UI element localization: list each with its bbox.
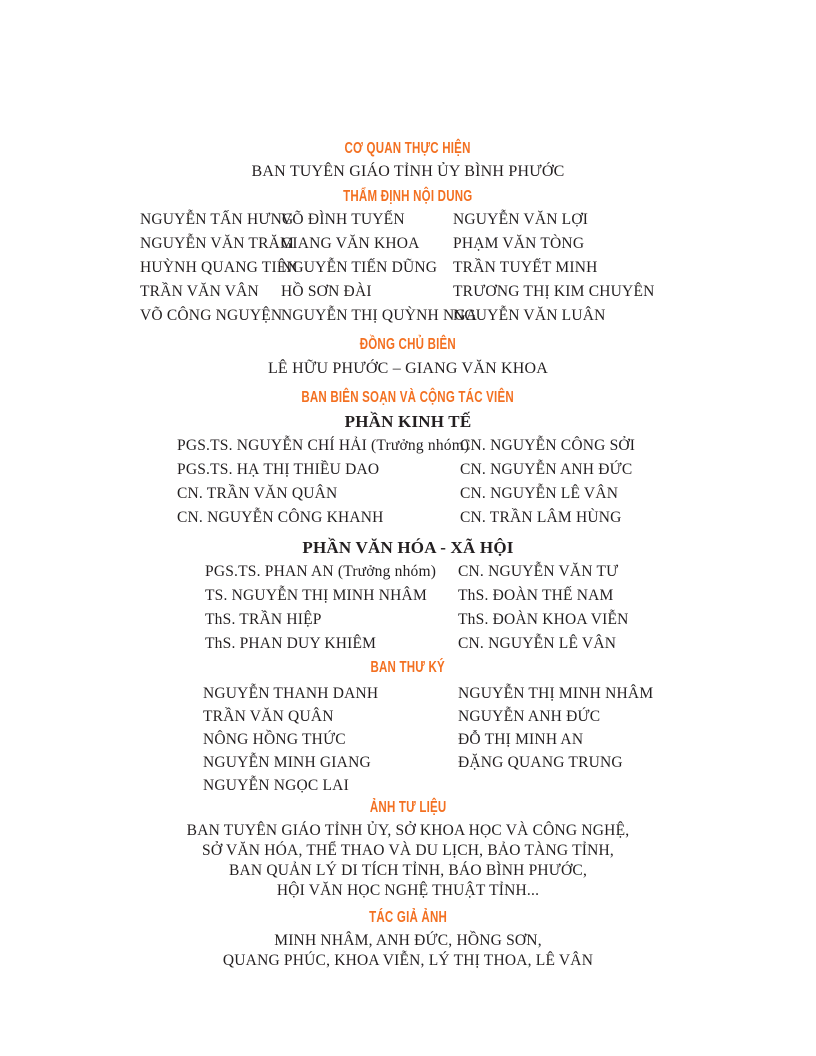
member-name: ThS. PHAN DUY KHIÊM (205, 635, 377, 652)
reviewer-name: NGUYỄN THỊ QUỲNH NGA (281, 307, 478, 324)
reviewer-name: HUỲNH QUANG TIÊN (140, 259, 298, 276)
review-heading: THẨM ĐỊNH NỘI DUNG (343, 188, 473, 205)
culture-members (0, 560, 816, 656)
photo-archive-section (0, 800, 816, 816)
member-name: CN. TRẦN LÂM HÙNG (460, 509, 622, 526)
photo-archive-credits (0, 821, 816, 901)
photo-archive-line: SỞ VĂN HÓA, THỂ THAO VÀ DU LỊCH, BẢO TÀNG TỈNH, (202, 842, 614, 859)
secretariat-members (0, 682, 816, 797)
member-name: NGUYỄN THANH DANH (203, 685, 379, 702)
review-section (0, 189, 816, 205)
reviewer-name: VÕ CÔNG NGUYỆN (140, 307, 283, 324)
economy-left-column (177, 434, 469, 530)
secretariat-right-column (458, 682, 653, 774)
secretariat-section (0, 660, 816, 676)
reviewer-name: NGUYỄN VĂN TRĂM (140, 235, 294, 252)
reviewer-name: TRẦN TUYẾT MINH (453, 259, 598, 276)
photo-archive-line: BAN QUẢN LÝ DI TÍCH TỈNH, BÁO BÌNH PHƯỚC, (228, 862, 588, 879)
reviewers-column-3 (453, 208, 655, 328)
member-name: CN. TRẦN VĂN QUÂN (177, 485, 338, 502)
member-name: TRẦN VĂN QUÂN (203, 708, 334, 725)
economy-members (0, 434, 816, 530)
photo-authors-line: MINH NHÂM, ANH ĐỨC, HỒNG SƠN, (274, 932, 542, 949)
member-name: PGS.TS. HẠ THỊ THIỀU DAO (177, 461, 380, 478)
member-name: CN. NGUYỄN CÔNG SỞI (460, 437, 636, 454)
photo-authors-heading: TÁC GIẢ ẢNH (369, 909, 447, 926)
member-name: ThS. ĐOÀN KHOA VIỄN (458, 611, 629, 628)
agency-name: BAN TUYÊN GIÁO TỈNH ỦY BÌNH PHƯỚC (251, 163, 565, 180)
member-name: NGUYỄN ANH ĐỨC (458, 708, 601, 725)
photo-authors-section (0, 910, 816, 926)
reviewer-name: NGUYỄN TIẾN DŨNG (281, 259, 438, 276)
secretariat-left-column (203, 682, 378, 797)
editorial-heading: BAN BIÊN SOẠN VÀ CỘNG TÁC VIÊN (301, 389, 515, 406)
economy-right-column (460, 434, 635, 530)
co-editors-section (0, 337, 816, 353)
member-name: PGS.TS. NGUYỄN CHÍ HẢI (Trưởng nhóm) (177, 437, 470, 454)
agency-section (0, 141, 816, 157)
member-name: NÔNG HỒNG THỨC (203, 731, 346, 748)
co-editors-heading: ĐỒNG CHỦ BIÊN (359, 336, 457, 353)
secretariat-heading: BAN THƯ KÝ (370, 659, 446, 676)
member-name: TS. NGUYỄN THỊ MINH NHÂM (205, 587, 427, 604)
reviewer-name: NGUYỄN VĂN LỢI (453, 211, 589, 228)
reviewer-name: TRƯƠNG THỊ KIM CHUYÊN (453, 283, 655, 300)
member-name: ĐỖ THỊ MINH AN (458, 731, 584, 748)
member-name: NGUYỄN THỊ MINH NHÂM (458, 685, 654, 702)
member-name: ThS. TRẦN HIỆP (205, 611, 322, 628)
reviewers-column-1 (140, 208, 298, 328)
co-editors-names: LÊ HỮU PHƯỚC – GIANG VĂN KHOA (267, 360, 549, 377)
reviewer-name: PHẠM VĂN TÒNG (453, 235, 585, 252)
member-name: PGS.TS. PHAN AN (Trưởng nhóm) (205, 563, 437, 580)
photo-authors-line: QUANG PHÚC, KHOA VIỄN, LÝ THỊ THOA, LÊ VÂN (222, 952, 594, 969)
member-name: CN. NGUYỄN CÔNG KHANH (177, 509, 384, 526)
reviewer-name: NGUYỄN TẤN HƯNG (140, 211, 294, 228)
editorial-section (0, 390, 816, 406)
member-name: ĐẶNG QUANG TRUNG (458, 754, 623, 771)
member-name: NGUYỄN NGỌC LAI (203, 777, 349, 794)
reviewer-name: NGUYỄN VĂN LUÂN (453, 307, 606, 324)
agency-heading: CƠ QUAN THỰC HIỆN (344, 140, 472, 157)
reviewer-name: VÕ ĐÌNH TUYẾN (281, 211, 405, 228)
reviewers-table (0, 208, 816, 328)
photo-archive-line: HỘI VĂN HỌC NGHỆ THUẬT TỈNH... (276, 882, 540, 899)
member-name: CN. NGUYỄN LÊ VÂN (458, 635, 617, 652)
member-name: CN. NGUYỄN VĂN TƯ (458, 563, 619, 580)
member-name: CN. NGUYỄN ANH ĐỨC (460, 461, 633, 478)
reviewer-name: GIANG VĂN KHOA (281, 235, 420, 252)
culture-right-column (458, 560, 629, 656)
member-name: CN. NGUYỄN LÊ VÂN (460, 485, 619, 502)
member-name: NGUYỄN MINH GIANG (203, 754, 371, 771)
reviewer-name: HỒ SƠN ĐÀI (281, 283, 372, 300)
photo-archive-heading: ẢNH TƯ LIỆU (369, 799, 447, 816)
photo-archive-line: BAN TUYÊN GIÁO TỈNH ỦY, SỞ KHOA HỌC VÀ CÔNG NGHỆ, (186, 822, 630, 839)
economy-heading: PHẦN KINH TẾ (344, 412, 472, 431)
reviewer-name: TRẦN VĂN VÂN (140, 283, 259, 300)
culture-left-column (205, 560, 436, 656)
culture-heading: PHẦN VĂN HÓA - XÃ HỘI (302, 538, 514, 557)
photo-authors-names (0, 931, 816, 971)
reviewers-column-2 (281, 208, 477, 328)
member-name: ThS. ĐOÀN THẾ NAM (458, 587, 614, 604)
